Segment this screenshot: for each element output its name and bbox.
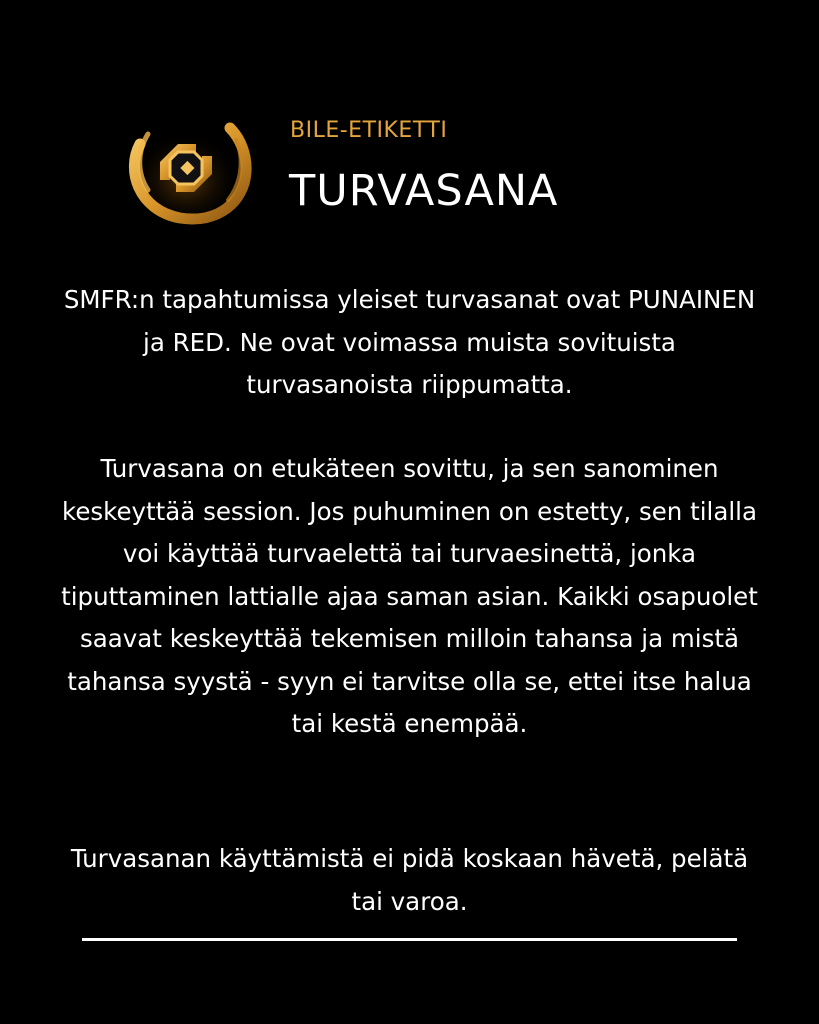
- paragraph-safeword-usage: Turvasana on etukäteen sovittu, ja sen sanominen keskeyttää session. Jos puhuminen on estetty, sen tilalla voi käyttää turvaelettä tai turvaesinettä, jonka tiputtaminen lattialle ajaa saman asian. Kaikki osapuolet saavat keskeyttää tekemisen milloin tahansa ja mistä tahansa syystä - syyn ei tarvitse olla se, ettei itse halua tai kestä enempää.: [61, 454, 758, 738]
- paragraph-general-safewords: SMFR:n tapahtumissa yleiset turvasanat ovat PUNAINEN ja RED. Ne ovat voimassa muista sovituista turvasanoista riippumatta.: [63, 285, 756, 399]
- divider-line: [82, 938, 737, 941]
- smfr-logo-icon: [118, 110, 254, 226]
- page-title: TURVASANA: [289, 166, 559, 216]
- paragraph-no-shame: Turvasanan käyttämistä ei pidä koskaan hävetä, pelätä tai varoa.: [70, 844, 749, 916]
- section-kicker: BILE-ETIKETTI: [290, 118, 448, 143]
